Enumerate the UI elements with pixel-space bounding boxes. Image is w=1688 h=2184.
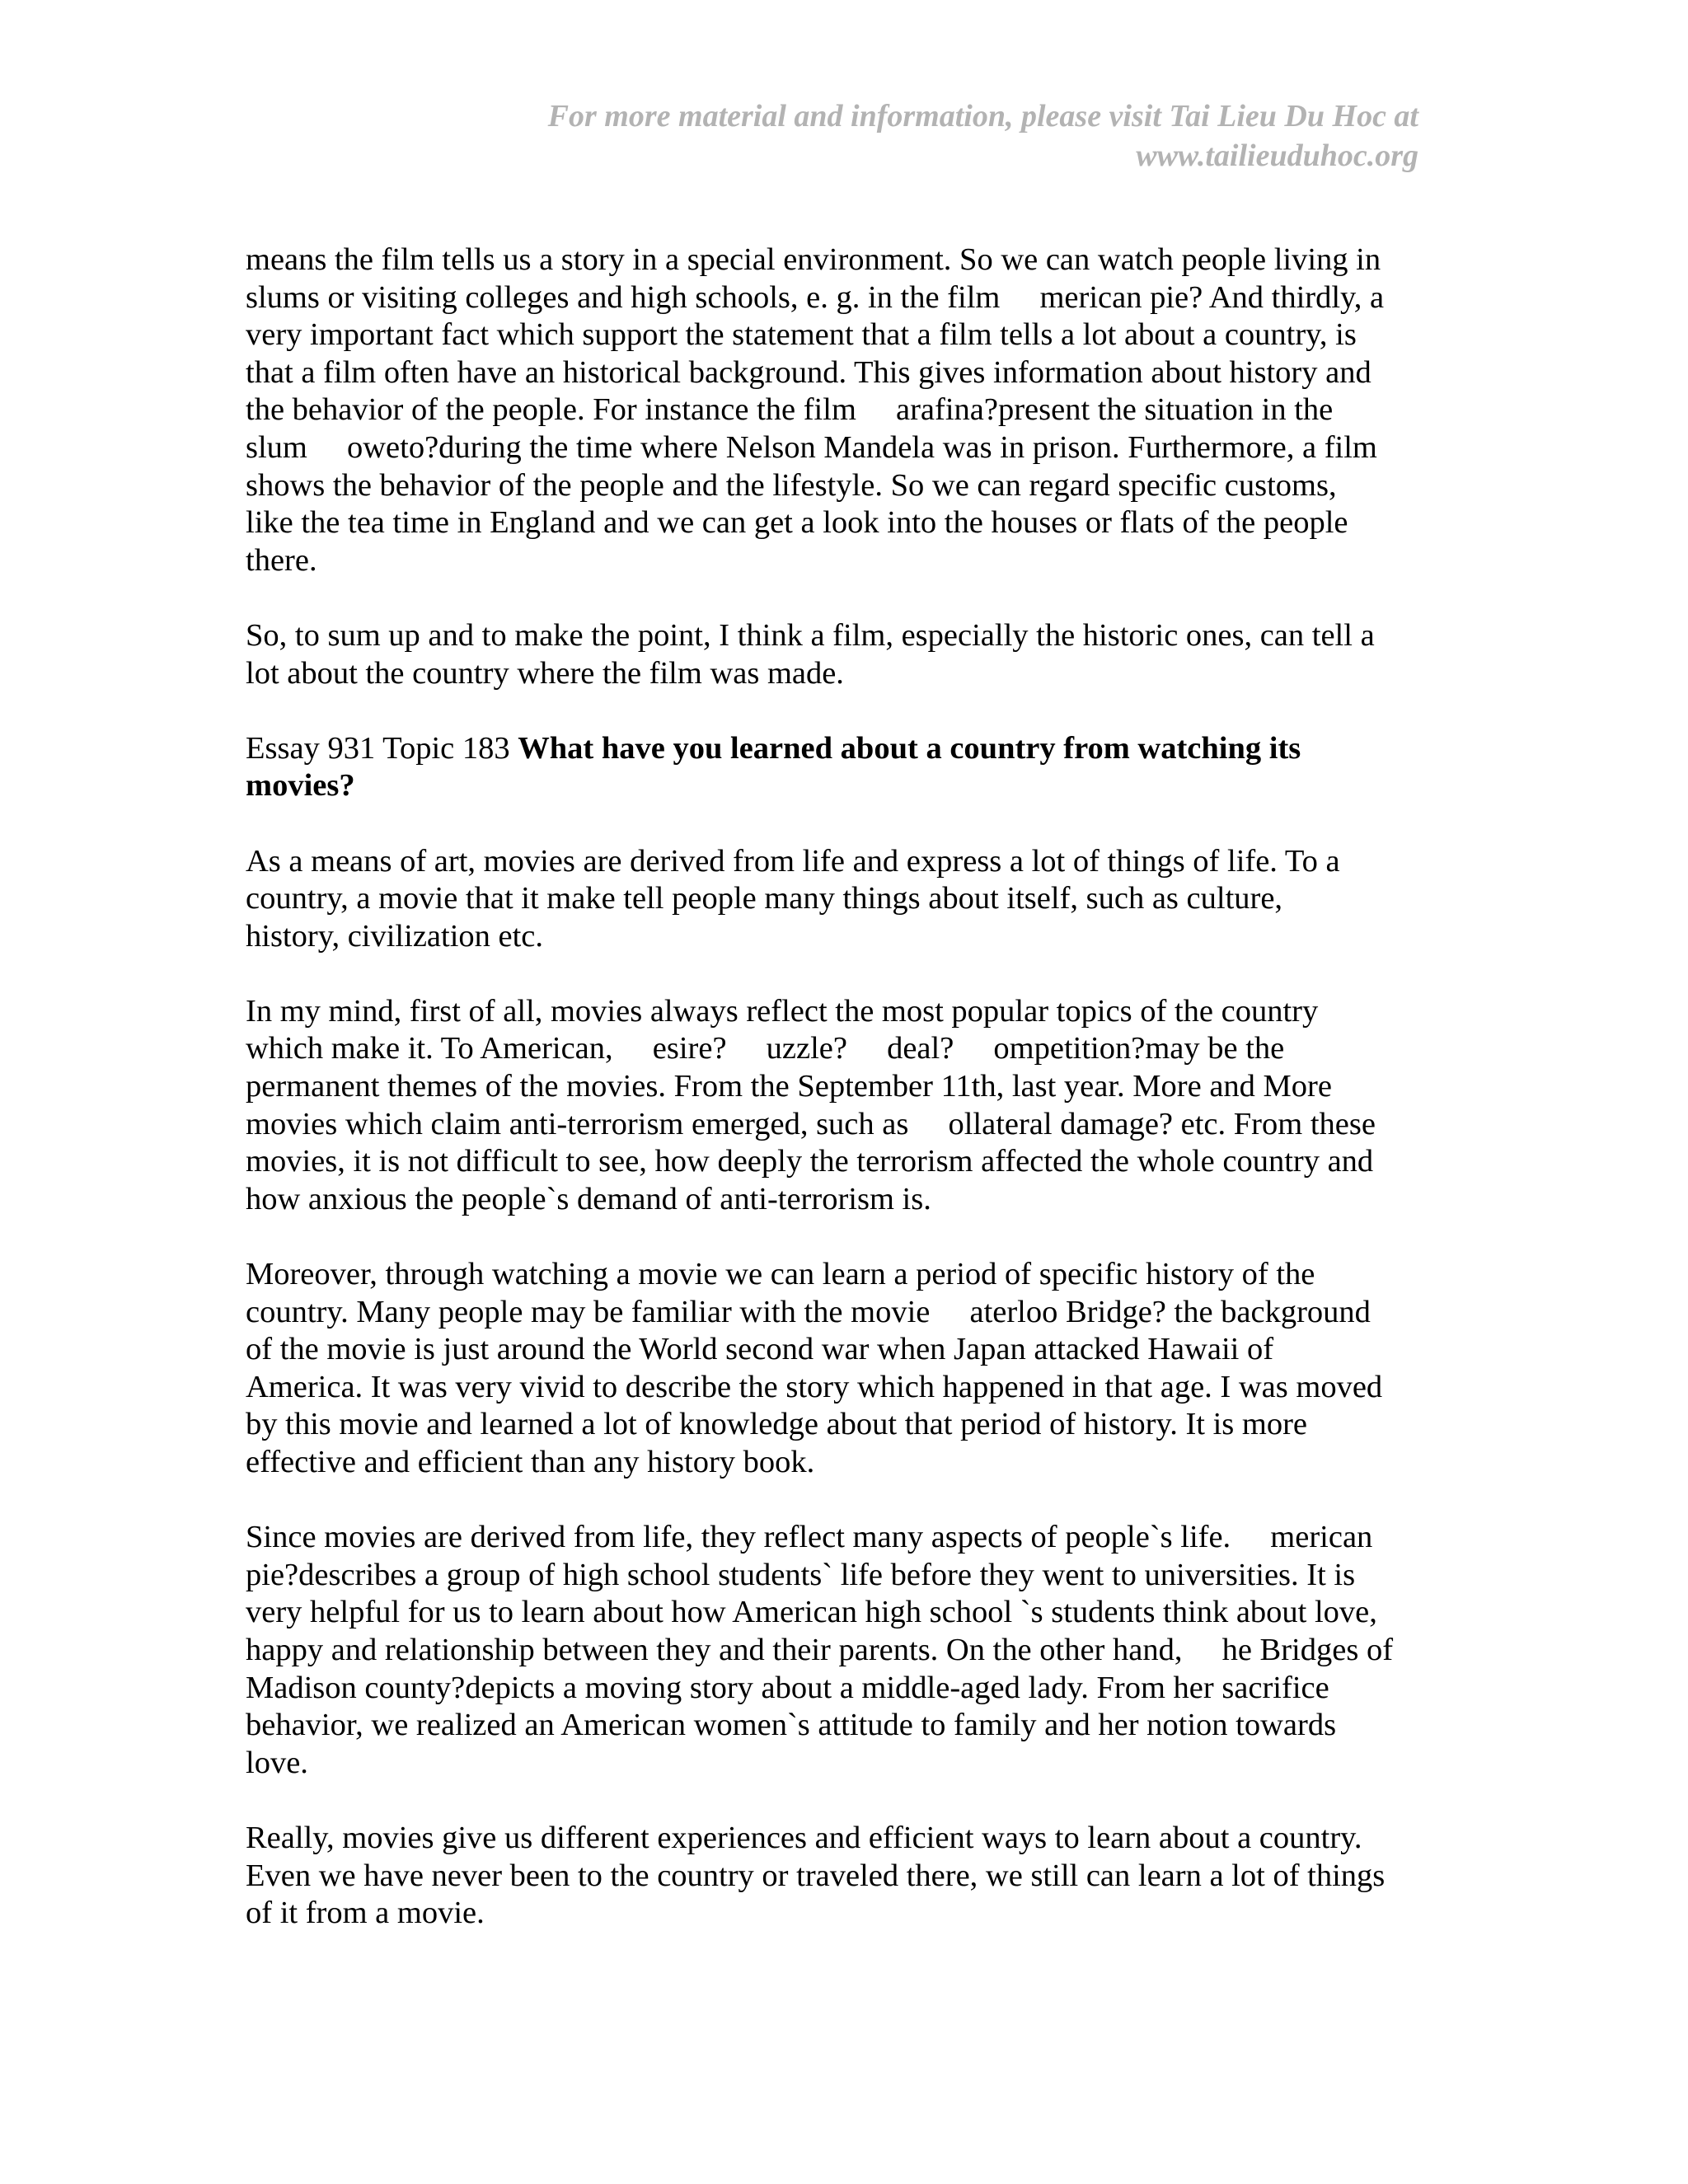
text-line: movies which claim anti-terrorism emerged, such as ollateral damage? etc. From these <box>246 1106 1376 1141</box>
text-line: Moreover, through watching a movie we can learn a period of specific history of the <box>246 1257 1315 1292</box>
text-line: slum oweto?during the time where Nelson Mandela was in prison. Furthermore, a film <box>246 429 1377 465</box>
text-line: by this movie and learned a lot of knowledge about that period of history. It is more <box>246 1407 1308 1442</box>
header-line-1: For more material and information, please visit Tai Lieu Du Hoc at <box>547 99 1418 134</box>
text-line: country. Many people may be familiar with the movie aterloo Bridge? the background <box>246 1294 1371 1329</box>
text-line: which make it. To American, esire? uzzle? deal? ompetition?may be the <box>246 1031 1285 1066</box>
essay-title: What have you learned about a country from watching its <box>518 730 1301 766</box>
page-header <box>429 96 1418 176</box>
essay-title-continued: movies? <box>246 768 355 804</box>
text-line: of it from a movie. <box>246 1896 485 1931</box>
paragraph-3 <box>246 843 1432 956</box>
paragraph-1 <box>246 241 1432 579</box>
text-line: Even we have never been to the country or traveled there, we still can learn a lot of things <box>246 1858 1386 1893</box>
essay-heading <box>246 730 1432 805</box>
essay-number: Essay 931 Topic 183 <box>246 730 518 766</box>
text-line: Really, movies give us different experiences and efficient ways to learn about a country. <box>246 1820 1362 1855</box>
text-line: love. <box>246 1745 308 1780</box>
text-line: lot about the country where the film was made. <box>246 655 844 691</box>
paragraph-6 <box>246 1519 1432 1782</box>
text-line: means the film tells us a story in a special environment. So we can watch people living in <box>246 242 1381 277</box>
essay-heading-line-1 <box>246 730 1432 768</box>
text-line: In my mind, first of all, movies always reflect the most popular topics of the country <box>246 993 1319 1029</box>
text-line: behavior, we realized an American women`s attitude to family and her notion towards <box>246 1708 1337 1743</box>
paragraph-7 <box>246 1820 1432 1933</box>
text-line: Madison county?depicts a moving story about a middle-aged lady. From her sacrifice <box>246 1670 1329 1705</box>
text-line: slums or visiting colleges and high schools, e. g. in the film merican pie? And thirdly, a <box>246 279 1385 315</box>
text-line: history, civilization etc. <box>246 918 544 954</box>
text-line: of the movie is just around the World second war when Japan attacked Hawaii of <box>246 1332 1274 1367</box>
text-line: movies, it is not difficult to see, how deeply the terrorism affected the whole country and <box>246 1144 1374 1179</box>
document-body <box>246 241 1432 1970</box>
text-line: happy and relationship between they and their parents. On the other hand, he Bridges of <box>246 1632 1394 1667</box>
paragraph-2 <box>246 617 1432 692</box>
text-line: shows the behavior of the people and the lifestyle. So we can regard specific customs, <box>246 467 1337 503</box>
text-line: pie?describes a group of high school students` life before they went to universities. It is <box>246 1557 1356 1592</box>
text-line: very important fact which support the statement that a film tells a lot about a country, is <box>246 317 1357 353</box>
text-line: that a film often have an historical background. This gives information about history and <box>246 354 1372 390</box>
text-line: permanent themes of the movies. From the September 11th, last year. More and More <box>246 1069 1332 1104</box>
paragraph-5 <box>246 1256 1432 1482</box>
text-line: effective and efficient than any history book. <box>246 1445 815 1479</box>
text-line: So, to sum up and to make the point, I think a film, especially the historic ones, can tell a <box>246 617 1375 653</box>
text-line: there. <box>246 542 317 578</box>
text-line: the behavior of the people. For instance the film arafina?present the situation in the <box>246 392 1334 428</box>
text-line: like the tea time in England and we can get a look into the houses or flats of the people <box>246 505 1348 541</box>
text-line: As a means of art, movies are derived from life and express a lot of things of life. To a <box>246 843 1340 879</box>
text-line: America. It was very vivid to describe the story which happened in that age. I was moved <box>246 1369 1383 1404</box>
text-line: very helpful for us to learn about how American high school `s students think about love, <box>246 1595 1377 1630</box>
text-line: Since movies are derived from life, they reflect many aspects of people`s life. merican <box>246 1520 1373 1555</box>
text-line: country, a movie that it make tell people many things about itself, such as culture, <box>246 881 1283 916</box>
text-line: how anxious the people`s demand of anti-terrorism is. <box>246 1181 931 1216</box>
paragraph-4 <box>246 993 1432 1219</box>
header-line-2: www.tailieuduhoc.org <box>1136 138 1418 173</box>
